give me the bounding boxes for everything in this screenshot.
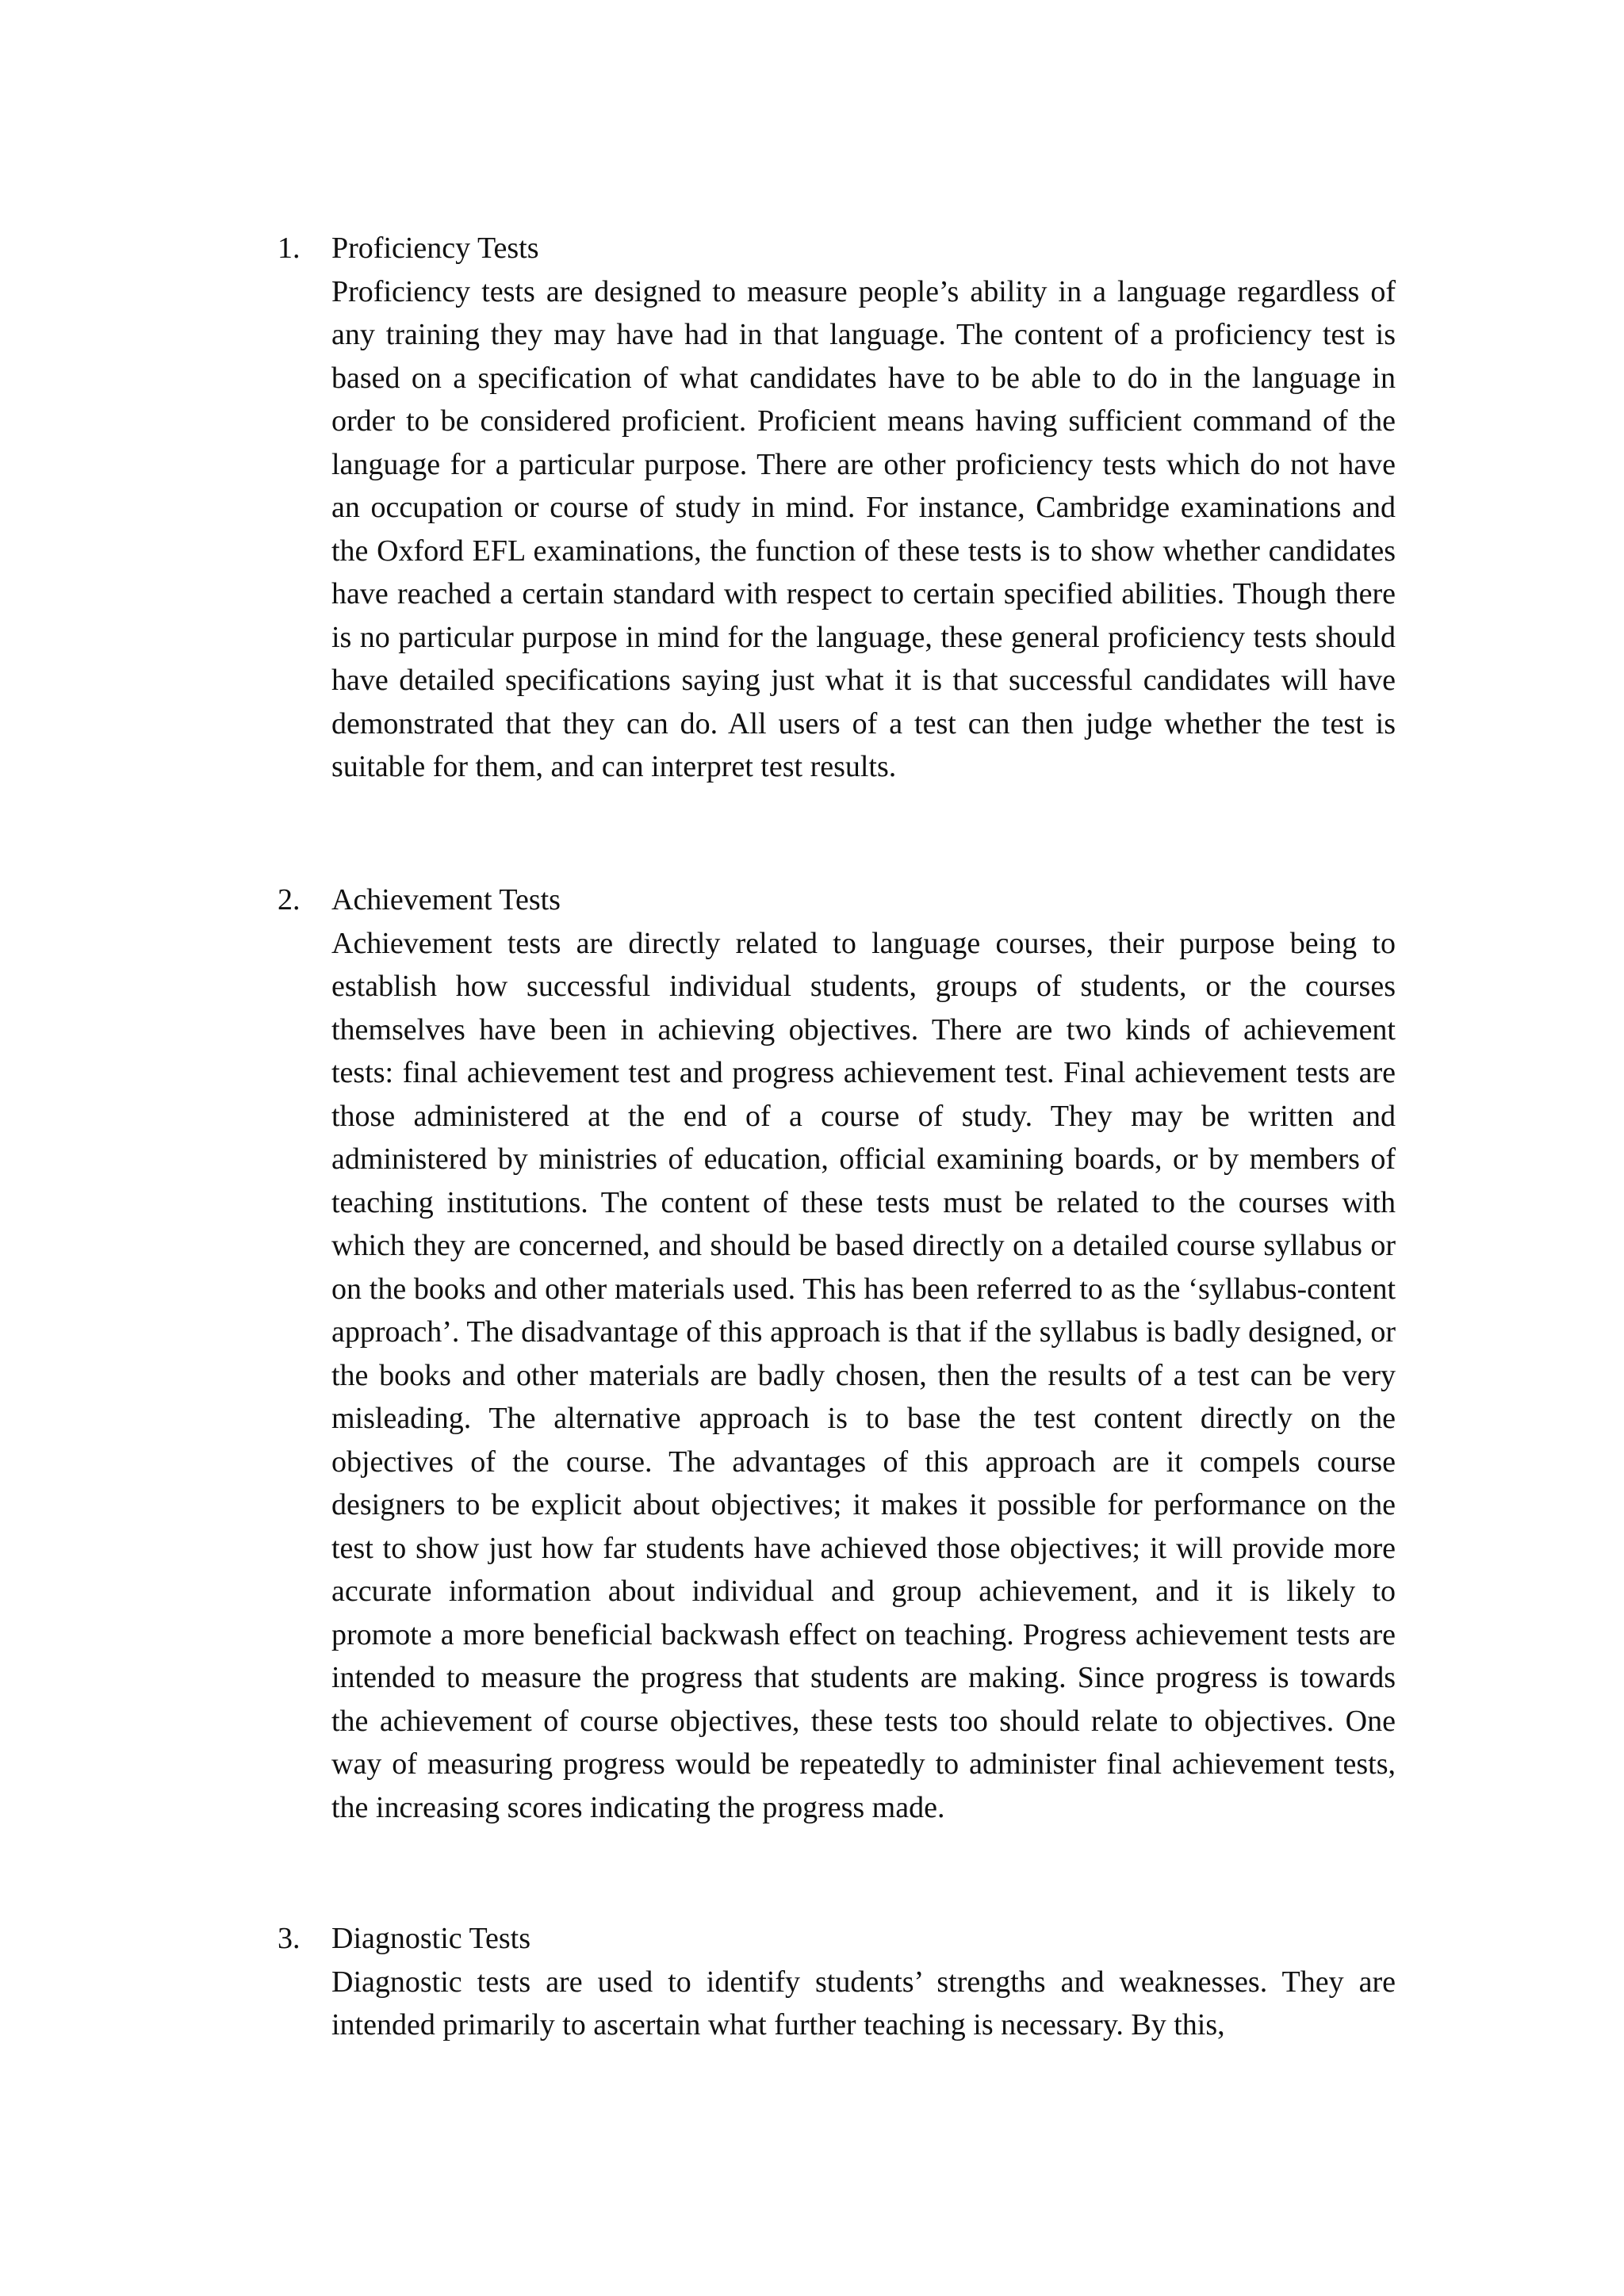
list-number: 1. <box>278 232 301 265</box>
section-paragraph: Diagnostic tests are used to identify students’ strengths and weaknesses. They are intended primarily to ascertain what further teaching is necessary. By this, <box>331 1965 1396 2042</box>
section-heading: Diagnostic Tests <box>331 1922 531 1955</box>
section-heading: Achievement Tests <box>331 883 561 916</box>
section-proficiency-tests <box>278 227 1396 789</box>
list-number: 2. <box>278 883 301 916</box>
section-diagnostic-tests <box>278 1917 1396 2047</box>
section-heading: Proficiency Tests <box>331 232 539 265</box>
list-number: 3. <box>278 1922 301 1955</box>
section-paragraph: Achievement tests are directly related to language courses, their purpose being to establish how successful individual students, groups of students, or the courses themselves have been in achieving objectives. There are two kinds of achievement tests: final achievement test and progress achievement test. Final achievement tests are those administered at the end of a course of study. They may be written and administered by ministries of education, official examining boards, or by members of teaching institutions. The content of these tests must be related to the courses with which they are concerned, and should be based directly on a detailed course syllabus or on the books and other materials used. This has been referred to as the ‘syllabus-content approach’. The disadvantage of this approach is that if the syllabus is badly designed, or the books and other materials are badly chosen, then the results of a test can be very misleading. The alternative approach is to base the test content directly on the objectives of the course. The advantages of this approach are it compels course designers to be explicit about objectives; it makes it possible for performance on the test to show just how far students have achieved those objectives; it will provide more accurate information about individual and group achievement, and it is likely to promote a more beneficial backwash effect on teaching. Progress achievement tests are intended to measure the progress that students are making. Since progress is towards the achievement of course objectives, these tests too should relate to objectives. One way of measuring progress would be repeatedly to administer final achievement tests, the increasing scores indicating the progress made. <box>331 926 1396 1824</box>
section-achievement-tests <box>278 878 1396 1829</box>
section-paragraph: Proficiency tests are designed to measure people’s ability in a language regardless of any training they may have had in that language. The content of a proficiency test is based on a specification of what candidates have to be able to do in the language in order to be considered proficient. Proficient means having sufficient command of the language for a particular purpose. There are other proficiency tests which do not have an occupation or course of study in mind. For instance, Cambridge examinations and the Oxford EFL examinations, the function of these tests is to show whether candidates have reached a certain standard with respect to certain specified abilities. Though there is no particular purpose in mind for the language, these general proficiency tests should have detailed specifications saying just what it is that successful candidates will have demonstrated that they can do. All users of a test can then judge whether the test is suitable for them, and can interpret test results. <box>331 274 1396 783</box>
